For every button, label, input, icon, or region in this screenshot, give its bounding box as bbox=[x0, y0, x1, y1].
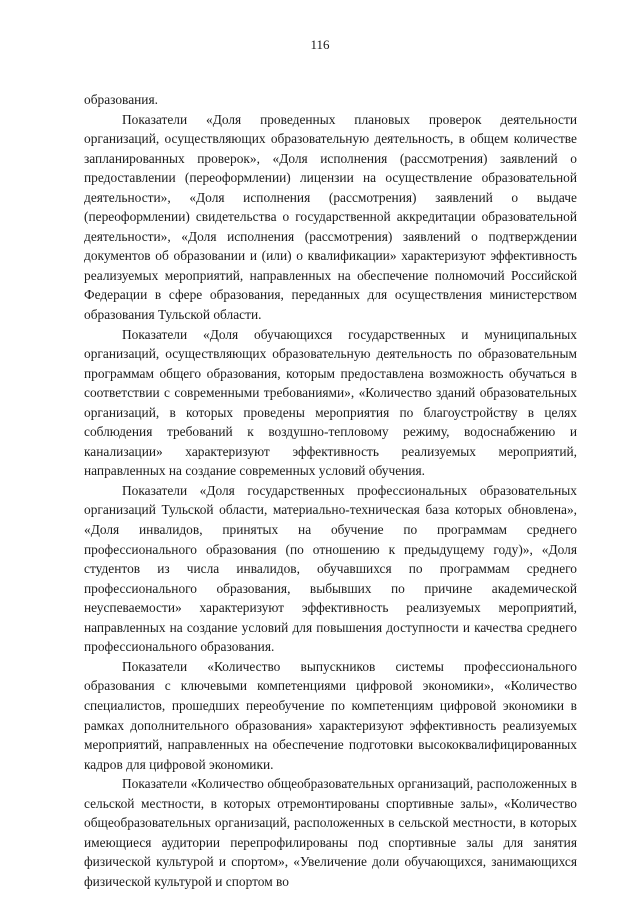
paragraph: Показатели «Доля государственных профессиональных образовательных организаций Тульской области, материально-техническая база которых обновлена», «Доля инвалидов, принятых на обучение по программам среднего профессионального образования (по отношению к предыдущему году)», «Доля студентов из числа инвалидов, обучавшихся по программам среднего профессионального образования, выбывших по причине академической неуспеваемости» характеризуют эффективность реализуемых мероприятий, направленных на создание условий для повышения доступности и качества среднего профессионального образования. bbox=[84, 482, 577, 655]
page-number: 116 bbox=[310, 37, 330, 52]
paragraph: Показатели «Количество выпускников системы профессионального образования с ключевыми компетенциями цифровой экономики», «Количество специалистов, прошедших переобучение по компетенциям цифровой экономики в рамках дополнительного образования» характеризуют эффективность реализуемых мероприятий, направленных на обеспечение подготовки высококвалифицированных кадров для цифровой экономики. bbox=[84, 658, 577, 772]
document-body bbox=[84, 90, 577, 891]
paragraph: Показатели «Доля проведенных плановых проверок деятельности организаций, осуществляющих образовательную деятельность, в общем количестве запланированных проверок», «Доля исполнения (рассмотрения) заявлений о предоставлении (переоформлении) лицензии на осуществление образовательной деятельности», «Доля исполнения (рассмотрения) заявлений о выдаче (переоформлении) свидетельства о государственной аккредитации образовательной деятельности», «Доля исполнения (рассмотрения) заявлений о подтверждении документов об образовании и (или) о квалификации» характеризуют эффективность реализуемых мероприятий, направленных на обеспечение полномочий Российской Федерации в сфере образования, переданных для осуществления министерством образования Тульской области. bbox=[84, 111, 577, 323]
paragraph: Показатели «Количество общеобразовательных организаций, расположенных в сельской местности, в которых отремонтированы спортивные залы», «Количество общеобразовательных организаций, расположенных в сельской местности, в которых имеющиеся аудитории перепрофилированы под спортивные залы для занятия физической культурой и спортом», «Увеличение доли обучающихся, занимающихся физической культурой и спортом во bbox=[84, 776, 577, 889]
paragraph: образования. bbox=[84, 92, 158, 107]
paragraph: Показатели «Доля обучающихся государственных и муниципальных организаций, осуществляющих образовательную деятельность по образовательным программам общего образования, которым предоставлена возможность обучаться в соответствии с современными требованиями», «Количество зданий образовательных организаций, в которых проведены мероприятия по благоустройству в целях соблюдения требований к воздушно-тепловому режиму, водоснабжению и канализации» характеризуют эффективность реализуемых мероприятий, направленных на создание современных условий обучения. bbox=[84, 326, 577, 479]
